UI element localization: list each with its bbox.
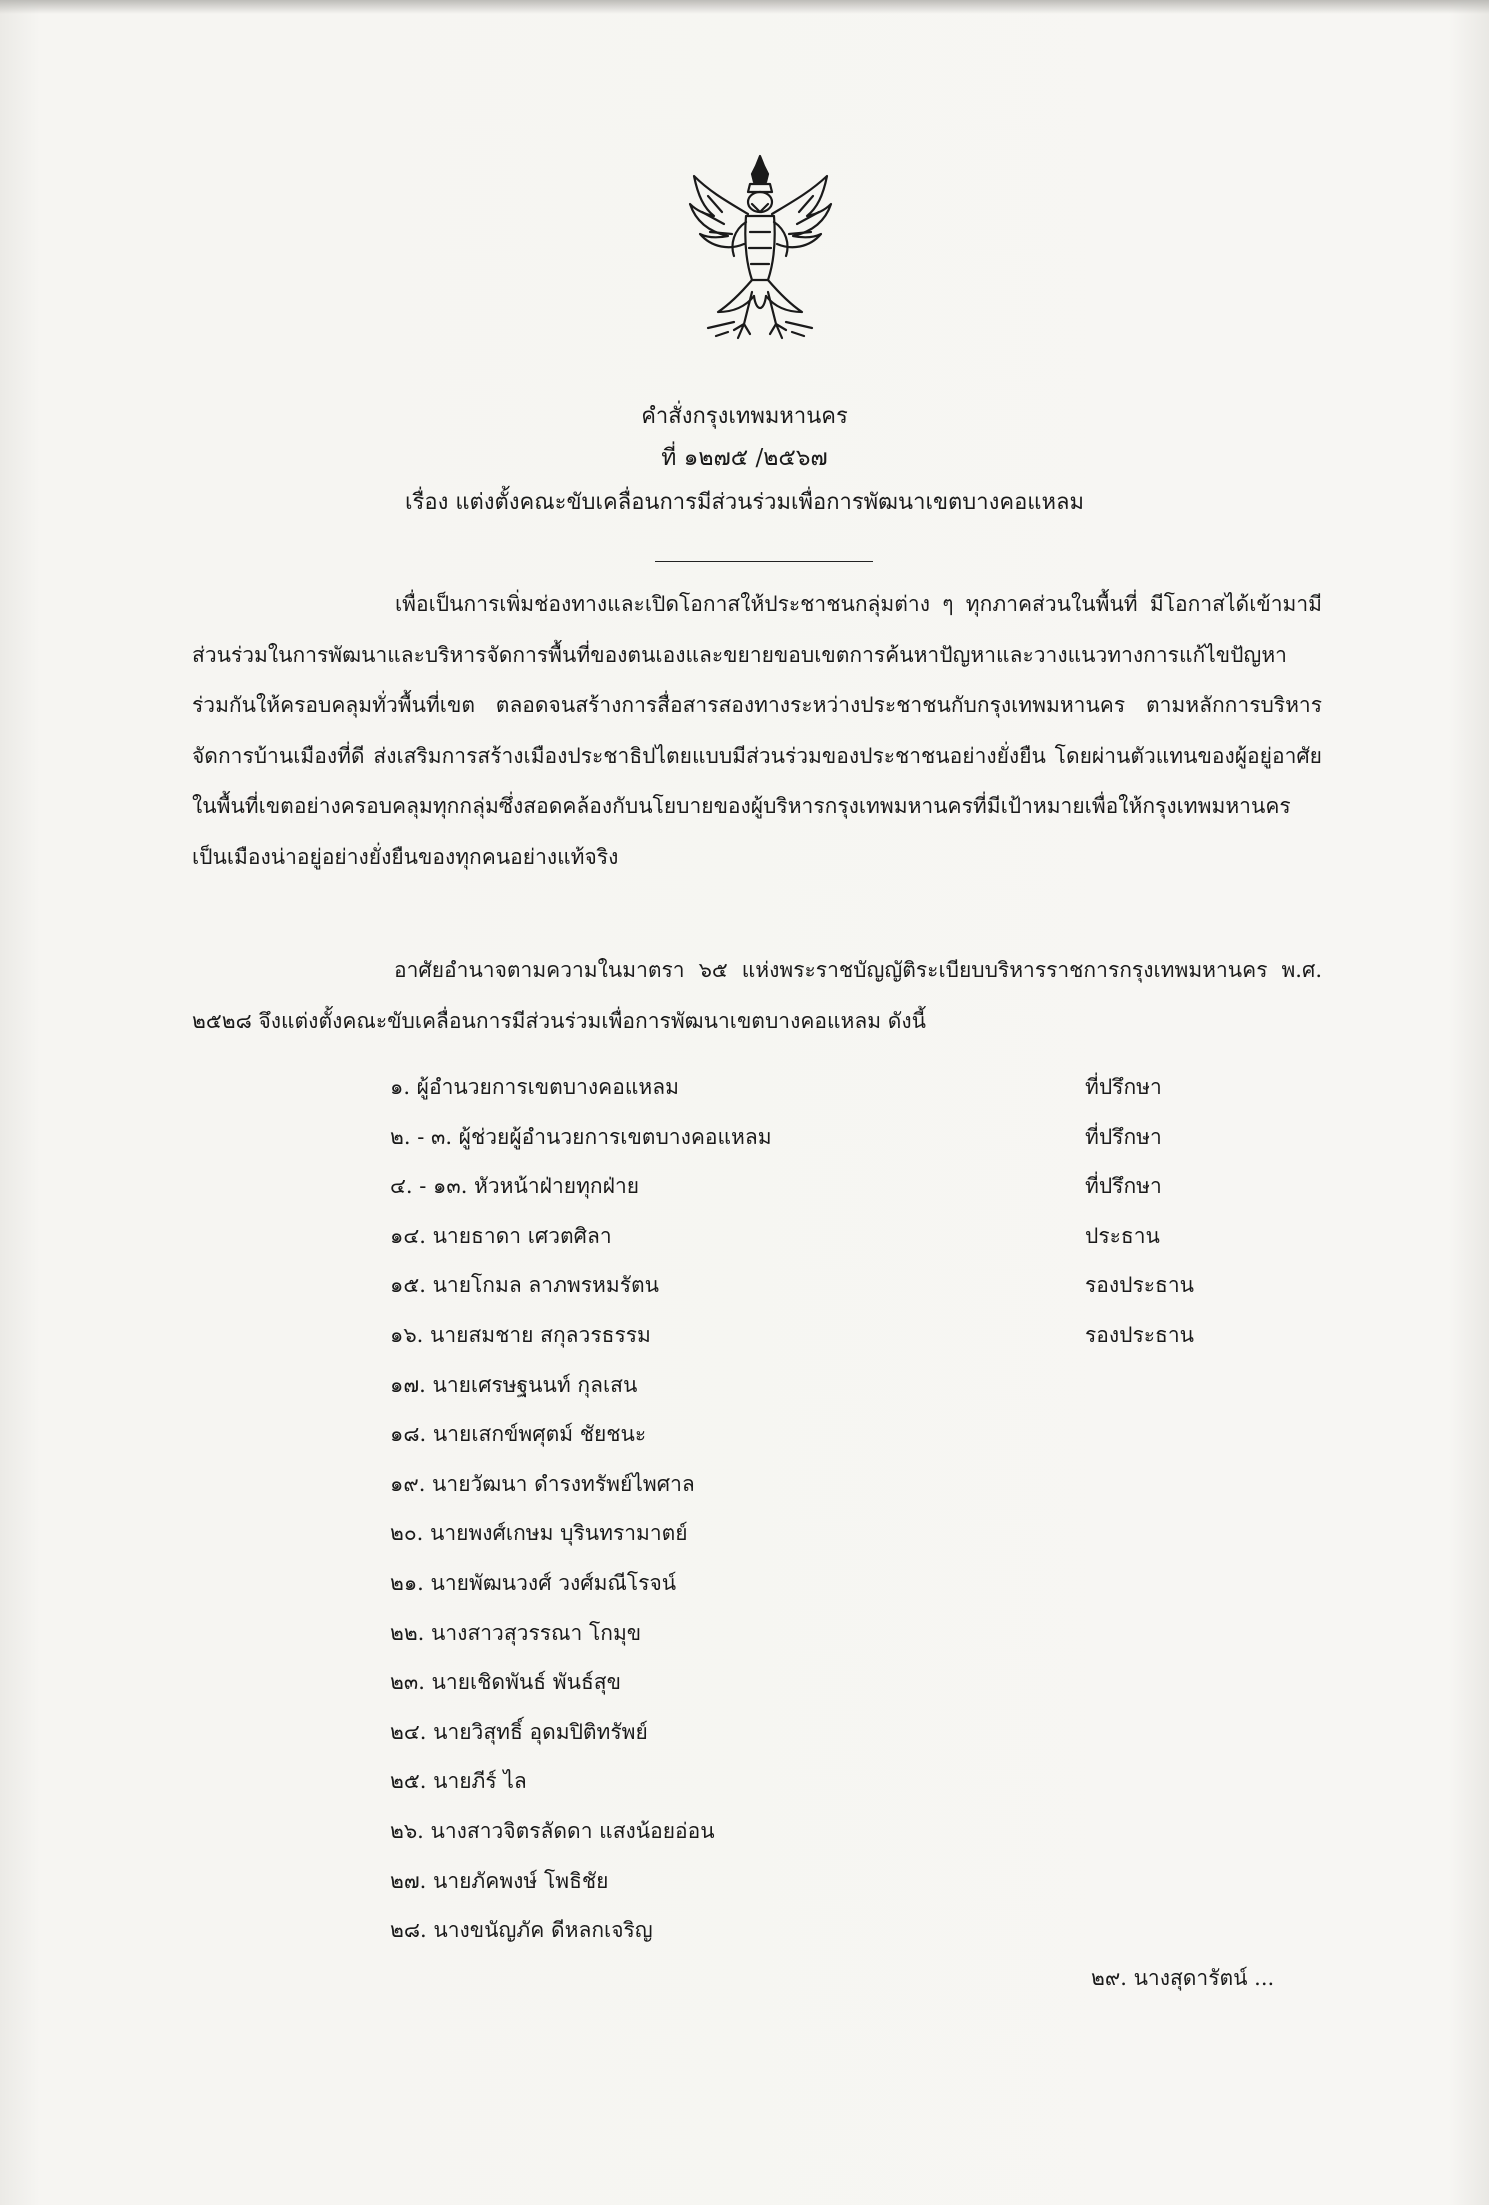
list-item <box>390 1410 1270 1460</box>
list-item <box>390 1361 1270 1411</box>
member-name: ๒๕. นายภีร์ ไล <box>390 1769 527 1794</box>
member-name: ๑๕. นายโกมล ลาภพรหมรัตน <box>390 1273 659 1298</box>
garuda-emblem-icon <box>688 152 833 352</box>
preamble-paragraph: เพื่อเป็นการเพิ่มช่องทางและเปิดโอกาสให้ประชาชนกลุ่มต่าง ๆ ทุกภาคส่วนในพื้นที่ มีโอกาสได้เข้ามามีส่วนร่วมในการพัฒนาและบริหารจัดการพื้นที่ของตนเองและขยายขอบเขตการค้นหาปัญหาและวางแนวทางการแก้ไขปัญหาร่วมกันให้ครอบคลุมทั่วพื้นที่เขต ตลอดจนสร้างการสื่อสารสองทางระหว่างประชาชนกับกรุงเทพมหานคร ตามหลักการบริหารจัดการบ้านเมืองที่ดี ส่งเสริมการสร้างเมืองประชาธิปไตยแบบมีส่วนร่วมของประชาชนอย่างยั่งยืน โดยผ่านตัวแทนของผู้อยู่อาศัยในพื้นที่เขตอย่างครอบคลุมทุกกลุ่มซึ่งสอดคล้องกับนโยบายของผู้บริหารกรุงเทพมหานครที่มีเป้าหมายเพื่อให้กรุงเทพมหานครเป็นเมืองน่าอยู่อย่างยั่งยืนของทุกคนอย่างแท้จริง <box>192 592 1322 869</box>
list-item <box>390 1857 1270 1907</box>
list-item <box>390 1658 1270 1708</box>
member-name: ๑๔. นายธาดา เศวตศิลา <box>390 1223 612 1248</box>
member-list <box>390 1063 1270 1956</box>
list-item <box>390 1311 1270 1361</box>
member-name: ๒๖. นางสาวจิตรลัดดา แสงน้อยอ่อน <box>390 1818 715 1843</box>
scan-edge-shadow <box>0 0 1489 14</box>
member-role: รองประธาน <box>1085 1273 1194 1298</box>
member-name: ๑๘. นายเสกข์พศุตม์ ชัยชนะ <box>390 1422 647 1447</box>
list-item <box>390 1113 1270 1163</box>
order-number: ที่ ๑๒๗๕ /๒๕๖๗ <box>661 445 828 471</box>
member-role: ที่ปรึกษา <box>1085 1174 1162 1199</box>
list-item <box>390 1063 1270 1113</box>
list-item <box>390 1906 1270 1956</box>
header-divider <box>655 561 873 562</box>
list-item <box>390 1212 1270 1262</box>
member-name: ๒๓. นายเชิดพันธ์ พันธ์สุข <box>390 1670 621 1695</box>
member-role: รองประธาน <box>1085 1322 1194 1347</box>
member-name: ๒๘. นางขนัญภัค ดีหลกเจริญ <box>390 1918 653 1943</box>
member-name: ๒๗. นายภัคพงษ์ โพธิชัย <box>390 1868 609 1893</box>
authority-paragraph: อาศัยอำนาจตามความในมาตรา ๖๕ แห่งพระราชบัญญัติระเบียบบริหารราชการกรุงเทพมหานคร พ.ศ. ๒๕๒๘ จึงแต่งตั้งคณะขับเคลื่อนการมีส่วนร่วมเพื่อการพัฒนาเขตบางคอแหลม ดังนี้ <box>192 958 1322 1033</box>
list-item <box>390 1162 1270 1212</box>
list-item <box>390 1261 1270 1311</box>
member-name: ๔. - ๑๓. หัวหน้าฝ่ายทุกฝ่าย <box>390 1174 640 1199</box>
list-item <box>390 1559 1270 1609</box>
list-item <box>390 1609 1270 1659</box>
member-name: ๒. - ๓. ผู้ช่วยผู้อำนวยการเขตบางคอแหลม <box>390 1124 772 1149</box>
list-item <box>390 1460 1270 1510</box>
member-name: ๒๐. นายพงศ์เกษม บุรินทรามาตย์ <box>390 1521 688 1546</box>
page-continuation: ๒๙. นางสุดารัตน์ ... <box>1091 1966 1275 1990</box>
order-subject: เรื่อง แต่งตั้งคณะขับเคลื่อนการมีส่วนร่วมเพื่อการพัฒนาเขตบางคอแหลม <box>405 490 1084 515</box>
member-name: ๑๙. นายวัฒนา ดำรงทรัพย์ไพศาล <box>390 1471 695 1496</box>
member-role: ที่ปรึกษา <box>1085 1124 1162 1149</box>
member-role: ประธาน <box>1085 1223 1160 1248</box>
member-name: ๒๔. นายวิสุทธิ์ อุดมปิติทรัพย์ <box>390 1719 648 1744</box>
member-name: ๒๑. นายพัฒนวงศ์ วงศ์มณีโรจน์ <box>390 1570 677 1595</box>
list-item <box>390 1807 1270 1857</box>
member-name: ๒๒. นางสาวสุวรรณา โกมุข <box>390 1620 642 1645</box>
list-item <box>390 1708 1270 1758</box>
order-title: คำสั่งกรุงเทพมหานคร <box>641 404 848 429</box>
member-name: ๑๗. นายเศรษฐนนท์ กุลเสน <box>390 1372 638 1397</box>
member-name: ๑๖. นายสมชาย สกุลวรธรรม <box>390 1322 651 1347</box>
list-item <box>390 1757 1270 1807</box>
list-item <box>390 1509 1270 1559</box>
member-name: ๑. ผู้อำนวยการเขตบางคอแหลม <box>390 1075 679 1099</box>
member-role: ที่ปรึกษา <box>1085 1075 1162 1099</box>
